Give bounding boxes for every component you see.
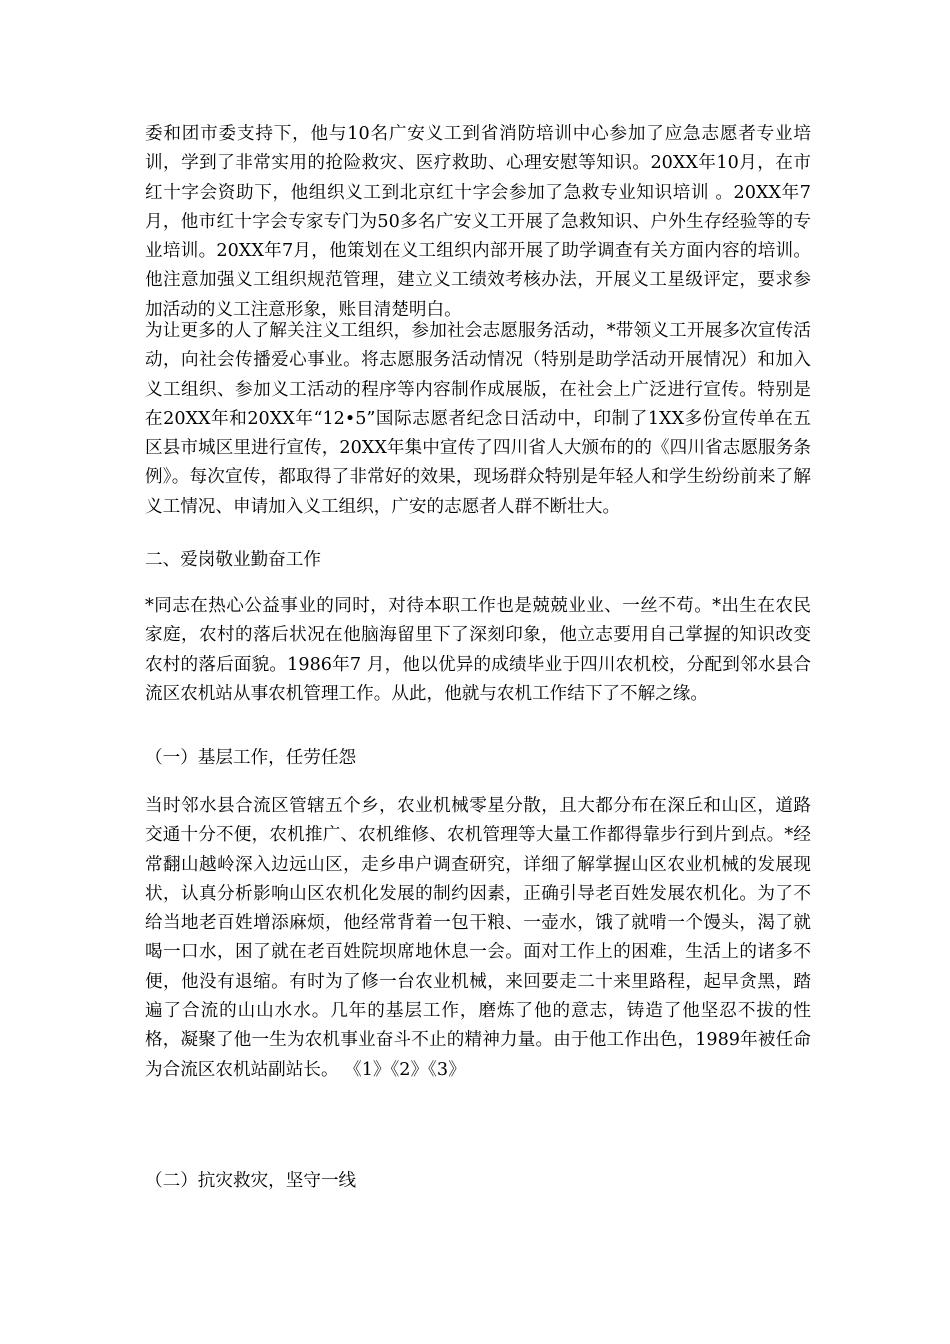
paragraph-training: 委和团市委支持下，他与10名广安义工到省消防培训中心参加了应急志愿者专业培训，学到了非常实用的抢险救灾、医疗救助、心理安慰等知识。20XX年10月，在市红十字会资助下，他组织义工到北京红十字会参加了急救专业知识培训 。20XX年7月，他市红十字会专家专门为50多名广安义工开展了急救知识、户外生存经验等的专业培训。20XX年7月，他策划在义工组织内部开展了助学调查有关方面内容的培训。他注意加强义工组织规范管理，建立义工绩效考核办法，开展义工星级评定，要求参加活动的义工注意形象，账目清楚明白。 [145,124,811,320]
subsection-heading-grassroots: （一）基层工作，任劳任怨 [145,748,357,768]
section-heading-dedication: 二、爱岗敬业勤奋工作 [145,550,321,570]
paragraph-grassroots-work: 当时邻水县合流区管辖五个乡，农业机械零星分散，且大都分布在深丘和山区，道路交通十分不便，农机推广、农机维修、农机管理等大量工作都得靠步行到片到点。*经常翻山越岭深入边远山区，走乡串户调查研究，详细了解掌握山区农业机械的发展现状，认真分析影响山区农机化发展的制约因素，正确引导老百姓发展农机化。为了不给当地老百姓增添麻烦，他经常背着一包干粮、一壶水，饿了就啃一个馒头，渴了就喝一口水，困了就在老百姓院坝席地休息一会。面对工作上的困难，生活上的诸多不便，他没有退缩。有时为了修一台农业机械，来回要走二十来里路程，起早贪黑，踏遍了合流的山山水水。几年的基层工作，磨炼了他的意志，铸造了他坚忍不拔的性格，凝聚了他一生为农机事业奋斗不止的精神力量。由于他工作出色，1989年被任命为合流区农机站副站长。 《1》《2》《3》 [145,796,811,1080]
paragraph-career-start: *同志在热心公益事业的同时，对待本职工作也是兢兢业业、一丝不苟。*出生在农民家庭，农村的落后状况在他脑海留里下了深刻印象，他立志要用自己掌握的知识改变农村的落后面貌。1986年7 月，他以优异的成绩毕业于四川农机校，分配到邻水县合流区农机站从事农机管理工作。从此，他就与农机工作结下了不解之缘。 [145,596,811,704]
paragraph-publicity: 为让更多的人了解关注义工组织，参加社会志愿服务活动，*带领义工开展多次宣传活动，向社会传播爱心事业。将志愿服务活动情况（特别是助学活动开展情况）和加入义工组织、参加义工活动的程序等内容制作成展版，在社会上广泛进行宣传。特别是在20XX年和20XX年“12•5”国际志愿者纪念日活动中，印制了1XX多份宣传单在五区县市城区里进行宣传，20XX年集中宣传了四川省人大颁布的的《四川省志愿服务条例》。每次宣传，都取得了非常好的效果，现场群众特别是年轻人和学生纷纷前来了解义工情况、申请加入义工组织，广安的志愿者人群不断壮大。 [145,321,811,517]
subsection-heading-disaster-relief: （二）抗灾救灾，坚守一线 [145,1171,357,1191]
